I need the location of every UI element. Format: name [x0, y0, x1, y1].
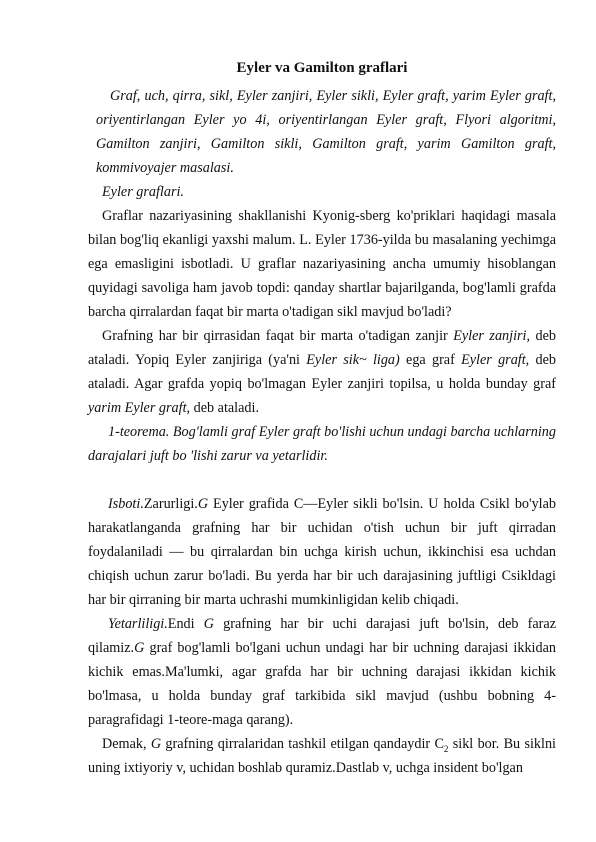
proof-label: Isboti.	[108, 496, 144, 512]
var-g: G	[150, 736, 162, 752]
blank-line	[88, 468, 556, 492]
sufficiency-label: Yetarliligi.	[108, 616, 168, 632]
text: Eyler grafida C—Eyler sikli bo'lsin. U holda Csikl bo'ylab harakatlanganda grafning har bir uchidan o'tish uchun bir juft qirradan foydalaniladi — bu qirralardan bin uchga kirish uchun, ikkinchisi esa uchdan chiqish uchun zarur bo'ladi. Bu yerda har bir uch darajasining juftligi Csikldagi har bir qirraning bir marta uchrashi mumkinligidan kelib chiqadi.	[88, 496, 556, 608]
paragraph-intro: Graflar nazariyasining shakllanishi Kyonig-sberg ko'priklari haqidagi masala bilan bog'liq ekanligi yaxshi malum. L. Eyler 1736-yilda bu masalaning yechimga ega emasligini isbotladi. U graflar nazariyasining ancha umumiy hisoblangan quyidagi savoliga ham javob topdi: qanday shartlar bajarilganda, bog'lamli grafda barcha qirralardan faqat bir marta o'tadigan sikl mavjud bo'ladi?	[88, 208, 556, 320]
keywords-paragraph: Graf, uch, qirra, sikl, Eyler zanjiri, Eyler sikli, Eyler graft, yarim Eyler graft, oriyentirlangan Eyler yo 4i, oriyentirlangan Eyler graft, Flyori algoritmi, Gamilton zanjiri, Gamilton sikli, Gamilton graft, yarim Gamilton graft, kommivoyajer masalasi.	[96, 88, 556, 176]
paragraph-cycle	[88, 732, 556, 780]
term-eyler-graft: Eyler graft,	[461, 352, 530, 368]
paragraph-proof-sufficiency	[88, 612, 556, 732]
page-title: Eyler va Gamilton graflari	[236, 60, 408, 76]
text: Demak,	[102, 736, 151, 752]
section-heading: Eyler graflari.	[102, 184, 184, 200]
text: Zarurligi.	[143, 496, 198, 512]
term-eyler-sikli: Eyler sik~ liga)	[306, 352, 400, 368]
document-page	[88, 56, 556, 780]
term-eyler-zanjiri: Eyler zanjiri,	[453, 328, 531, 344]
var-g: G	[203, 616, 214, 632]
text: Endi	[167, 616, 204, 632]
text: grafning har bir uchi darajasi juft bo'lsin, deb faraz qilamiz.	[88, 616, 557, 656]
text: graf bog'lamli bo'lgani uchun undagi har bir uchning darajasi ikkidan kichik emas.Ma'lumki, agar grafda har bir uchning darajasi ikkidan kichik bo'lmasa, u holda bunday graf tarkibida sikl mavjud (ushbu bobning 4-paragrafidagi 1-teore-maga qarang).	[88, 640, 556, 728]
text: deb ataladi. Yopiq Eyler zanjiriga (ya'ni	[88, 328, 556, 368]
text: deb ataladi. Agar grafda yopiq bo'lmagan Eyler zanjiri topilsa, u holda bunday graf	[88, 352, 556, 392]
text: grafning qirralaridan tashkil etilgan qandaydir C	[161, 736, 444, 752]
text: deb ataladi.	[190, 400, 259, 416]
subscript: 2	[443, 743, 449, 754]
text: Grafning har bir qirrasidan faqat bir marta o'tadigan zanjir	[102, 328, 454, 344]
text: sikl bor. Bu siklni uning ixtiyoriy v, uchidan boshlab quramiz.Dastlab v, uchga insident bo'lgan	[88, 736, 556, 776]
var-g: G	[197, 496, 209, 512]
term-yarim-eyler-graft: yarim Eyler graft,	[88, 400, 191, 416]
theorem-paragraph: 1-teorema. Bog'lamli graf Eyler graft bo'lishi uchun undagi barcha uchlarning darajalari juft bo 'lishi zarur va yetarlidir.	[88, 424, 556, 464]
text: ega graf	[399, 352, 462, 368]
var-g: G	[134, 640, 145, 656]
paragraph-proof-necessity	[88, 492, 556, 612]
paragraph-definitions	[88, 324, 556, 420]
